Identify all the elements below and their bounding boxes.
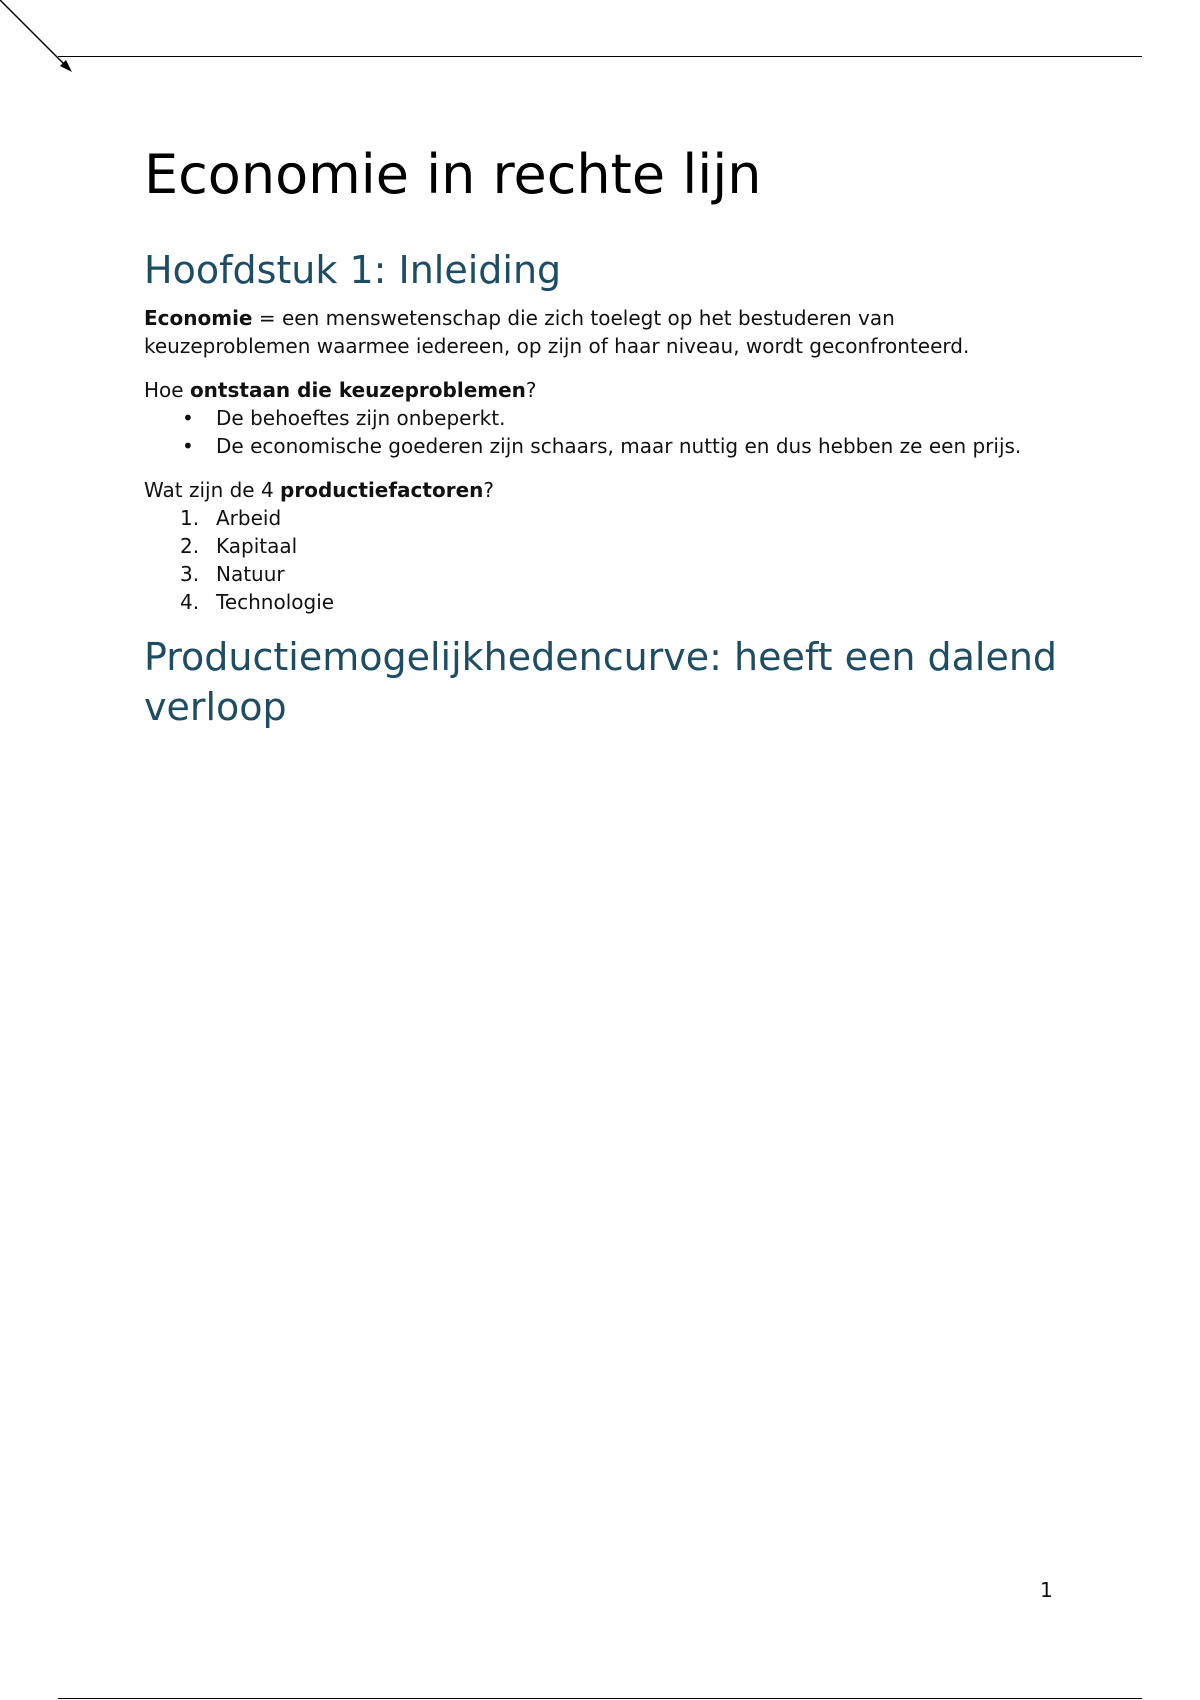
list-item-text: Kapitaal [216,534,298,558]
footer-rule [58,1698,1142,1699]
list-item-text: Natuur [216,562,285,586]
list-item [144,532,1064,560]
page-number: 1 [1040,1578,1053,1602]
document-title: Economie in rechte lijn [144,143,762,206]
list-number: 2. [180,534,200,558]
list-number: 3. [180,562,200,586]
header-rule [58,56,1142,57]
list-item [144,560,1064,588]
question-keuzeproblemen [144,376,1064,404]
list-item [144,404,1064,432]
curve-heading: Productiemogelijkhedencurve: heeft een dalend verloop [144,635,1058,729]
reasons-list [144,404,1064,460]
question-bold: productiefactoren [280,478,484,502]
question-productiefactoren [144,476,1064,504]
question-prefix: Wat zijn de 4 [144,478,281,502]
question-suffix: ? [525,378,537,402]
corner-arrow-icon [0,0,80,80]
list-item [144,432,1064,460]
chapter-heading: Hoofdstuk 1: Inleiding [144,248,562,292]
list-item-text: Technologie [216,590,335,614]
list-item-text: De behoeftes zijn onbeperkt. [216,406,506,430]
definition-text: = een menswetenschap die zich toelegt op het bestuderen van keuzeproblemen waarmee iedereen, op zijn of haar niveau, wordt geconfronteerd. [144,306,970,358]
definition-paragraph [144,304,1064,360]
question-bold: ontstaan die keuzeproblemen [189,378,526,402]
question-prefix: Hoe [144,378,190,402]
list-number: 4. [180,590,200,614]
bullet-icon: • [182,406,194,430]
document-body [144,138,1064,732]
list-item-text: De economische goederen zijn schaars, maar nuttig en dus hebben ze een prijs. [216,434,1022,458]
definition-term: Economie [144,306,253,330]
question-suffix: ? [483,478,495,502]
list-item-text: Arbeid [216,506,282,530]
bullet-icon: • [182,434,194,458]
list-number: 1. [180,506,200,530]
factors-list [144,504,1064,616]
list-item [144,588,1064,616]
list-item [144,504,1064,532]
